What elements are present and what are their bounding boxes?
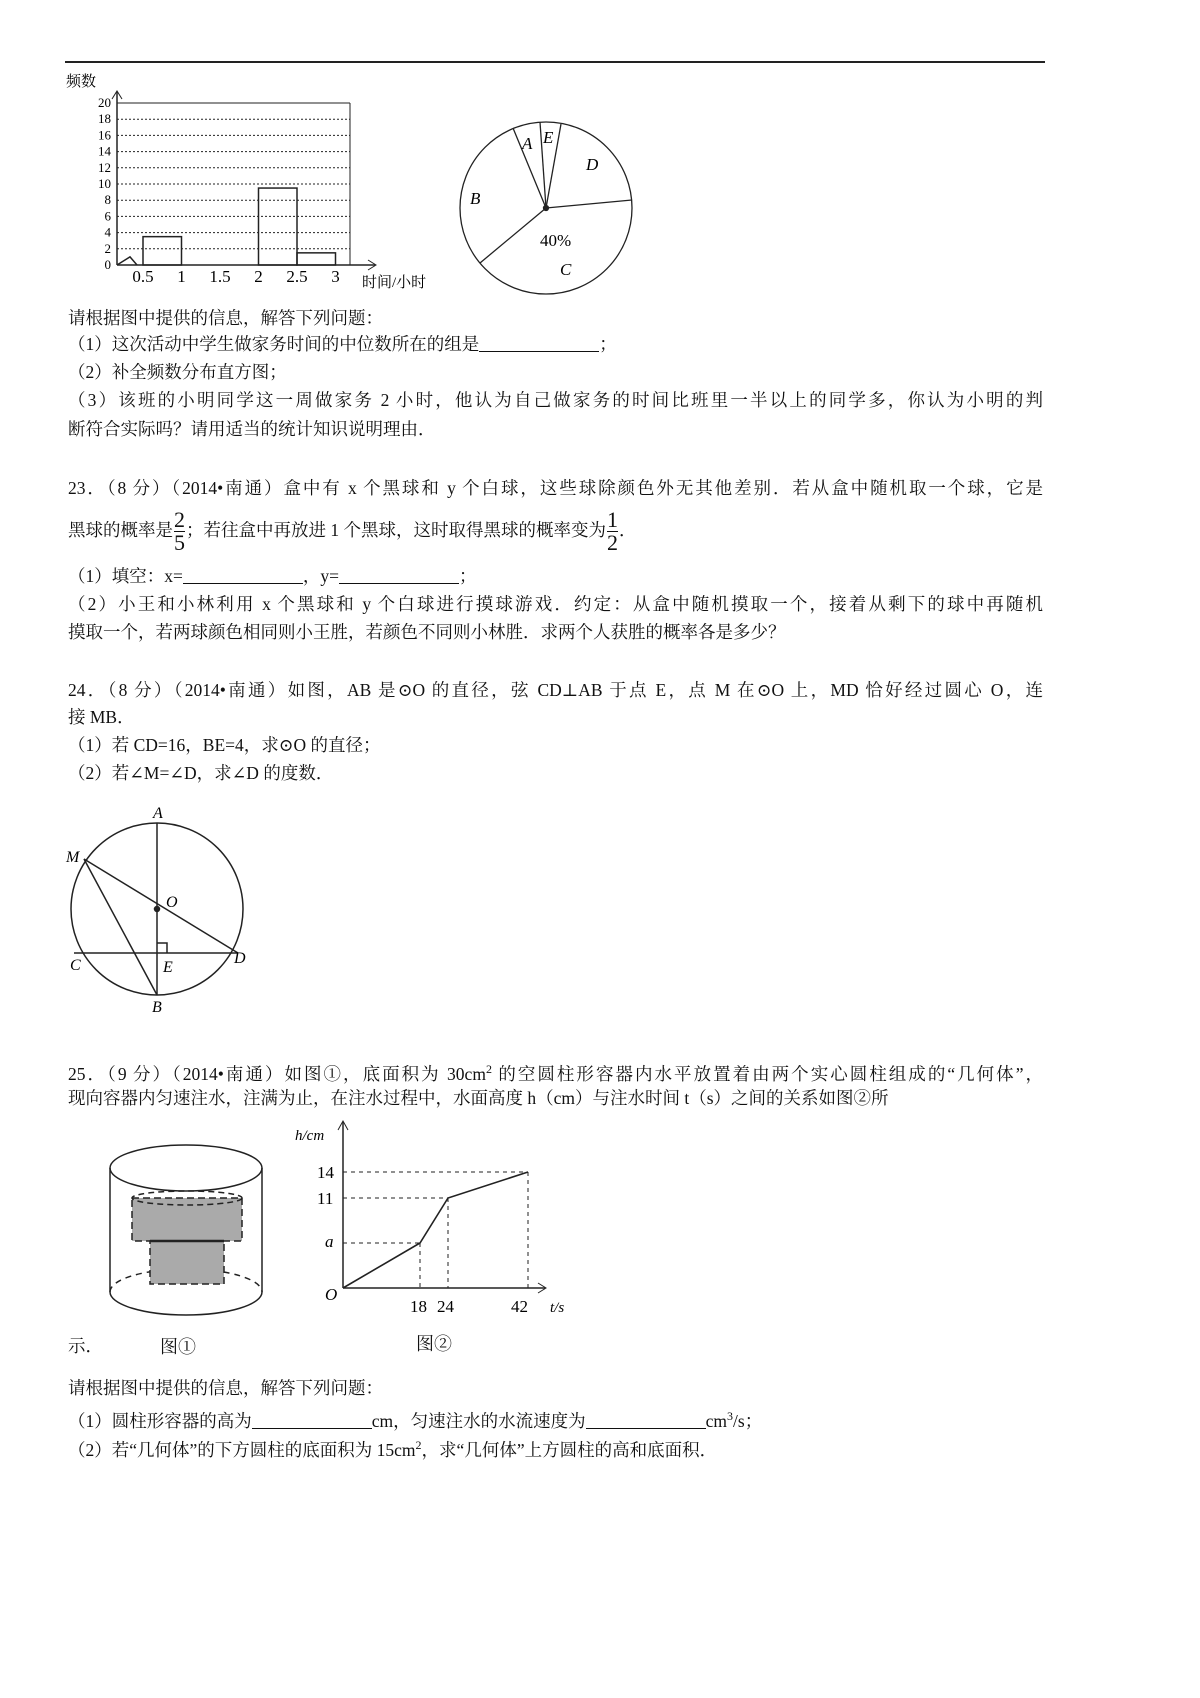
q22-part1-end: ；: [599, 334, 617, 354]
q23-part1: [68, 565, 477, 587]
q23-stem-cont: [68, 508, 637, 554]
q25-part1-text: /s；: [733, 1410, 763, 1431]
xtick-42: 42: [511, 1297, 528, 1316]
pie-chart: [460, 122, 632, 294]
pie-label-c: C: [560, 260, 572, 279]
pie-label-d: D: [586, 155, 599, 174]
y-tick-label: 4: [104, 224, 111, 240]
answer-blank-height: [252, 1412, 372, 1429]
q25-part1: [68, 1405, 762, 1432]
q24-stem: 24．（8 分）（2014•南通）如图，AB 是⊙O 的直径，弦 CD⊥AB 于点 E，点 M 在⊙O 上，MD 恰好经过圆心 O，连: [68, 680, 1043, 700]
pie-label-b: B: [470, 189, 481, 208]
q23-text: ．: [619, 520, 637, 540]
graph-line: [343, 1172, 528, 1288]
q25-part2: [68, 1434, 717, 1461]
answer-blank: [479, 335, 599, 352]
numerator: 2: [174, 507, 185, 533]
q22-part1-text: （1）这次活动中学生做家务时间的中位数所在的组是: [68, 334, 480, 354]
answer-blank-y: [339, 567, 459, 584]
q23-stem: 23．（8 分）（2014•南通）盒中有 x 个黑球和 y 个白球，这些球除颜色外无其他差别．若从盒中随机取一个球，它是: [68, 478, 1043, 498]
x-tick-label: 0.5: [132, 267, 154, 286]
histogram-bar: [117, 257, 137, 265]
q22-intro: 请根据图中提供的信息，解答下列问题：: [68, 308, 383, 328]
denominator: 5: [174, 530, 185, 556]
q22-part2: （2）补全频数分布直方图；: [68, 362, 287, 382]
ytick-14: 14: [317, 1163, 334, 1182]
figure-2-caption: 图②: [416, 1334, 452, 1354]
point-m: M: [66, 849, 80, 866]
x-tick-label: 3: [331, 267, 340, 286]
y-tick-label: 20: [98, 95, 111, 110]
point-o: O: [166, 894, 178, 911]
cylinder-figure: [110, 1145, 262, 1315]
xtick-24: 24: [437, 1297, 454, 1316]
denominator: 2: [607, 530, 618, 556]
q23-part1-text: ，y=: [302, 566, 339, 586]
answer-blank-x: [183, 567, 303, 584]
point-d: D: [234, 950, 246, 967]
q22-part3-cont: 断符合实际吗？请用适当的统计知识说明理由．: [68, 419, 436, 439]
q25-text: 25．（9 分）（2014•南通）如图①，底面积为 30cm: [68, 1063, 486, 1084]
q25-stem: [68, 1058, 1043, 1085]
q24-part2: （2）若∠M=∠D，求∠D 的度数．: [68, 763, 334, 783]
pie-label-a: A: [522, 134, 533, 153]
histogram-bar: [297, 253, 336, 265]
q25-part2-text: ，求“几何体”上方圆柱的高和底面积．: [421, 1439, 718, 1460]
q25-part1-text: （1）圆柱形容器的高为: [68, 1410, 252, 1431]
x-tick-label: 2: [254, 267, 263, 286]
graph-origin: O: [325, 1285, 338, 1304]
y-tick-label: 14: [98, 143, 111, 159]
hist-ylabel: 频数: [66, 74, 97, 90]
y-tick-label: 2: [104, 240, 111, 256]
point-a: A: [153, 805, 163, 822]
q22-part1: [68, 333, 617, 355]
hist-xlabel: 时间/小时: [362, 275, 427, 291]
circle-diagram: [71, 823, 243, 995]
y-tick-label: 18: [98, 111, 111, 127]
numerator: 1: [607, 507, 618, 533]
fraction-1-2: [607, 509, 618, 554]
graph-ylabel: h/cm: [295, 1128, 325, 1144]
q23-part1-text: （1）填空：x=: [68, 566, 183, 586]
y-tick-label: 8: [104, 192, 111, 208]
water-graph: [338, 1121, 546, 1293]
q23-text: 黑球的概率是: [68, 520, 173, 540]
q25-text: 的空圆柱形容器内水平放置着由两个实心圆柱组成的“几何体”，: [491, 1063, 1043, 1084]
q24-stem-cont: 接 MB．: [68, 707, 135, 727]
point-c: C: [70, 957, 81, 974]
y-tick-label: 10: [98, 176, 111, 191]
x-tick-label: 1.5: [209, 267, 231, 286]
q23-text: ；若往盒中再放进 1 个黑球，这时取得黑球的概率变为: [186, 520, 606, 540]
q24-part1: （1）若 CD=16，BE=4，求⊙O 的直径；: [68, 735, 381, 755]
q25-part1-text: cm: [705, 1410, 728, 1431]
q25-intro: 请根据图中提供的信息，解答下列问题：: [68, 1378, 383, 1398]
q25-part2-text: （2）若“几何体”的下方圆柱的底面积为 15cm: [68, 1439, 416, 1460]
y-tick-label: 16: [98, 127, 111, 143]
superscript: 2: [415, 1438, 422, 1452]
x-tick-label: 2.5: [286, 267, 308, 286]
xtick-18: 18: [410, 1297, 427, 1316]
superscript: 3: [727, 1409, 734, 1423]
pie-c-percent: 40%: [540, 231, 572, 250]
graph-xlabel: t/s: [550, 1300, 565, 1316]
q23-part1-text: ；: [459, 566, 477, 586]
q22-part3: （3）该班的小明同学这一周做家务 2 小时，他认为自己做家务的时间比班里一半以上的同学多，你认为小明的判: [68, 390, 1043, 410]
answer-blank-speed: [586, 1412, 706, 1429]
ytick-11: 11: [317, 1189, 334, 1208]
q25-part1-text: cm，匀速注水的水流速度为: [371, 1410, 586, 1431]
ytick-a: a: [325, 1232, 334, 1251]
y-tick-label: 12: [98, 159, 111, 175]
y-tick-label: 6: [104, 208, 111, 224]
point-e: E: [163, 959, 173, 976]
q25-stem-cont: 现向容器内匀速注水，注满为止，在注水过程中，水面高度 h（cm）与注水时间 t（s）之间的关系如图②所: [68, 1088, 889, 1108]
histogram-bar: [259, 188, 298, 265]
q23-part2: （2）小王和小林利用 x 个黑球和 y 个白球进行摸球游戏．约定：从盒中随机摸取一个，接着从剩下的球中再随机: [68, 594, 1043, 614]
q25-stem-end: 示．: [68, 1336, 103, 1356]
pie-label-e: E: [543, 128, 554, 147]
fraction-2-5: [174, 509, 185, 554]
figure-1-caption: 图①: [160, 1337, 196, 1357]
point-b: B: [152, 999, 162, 1016]
histogram-bar: [143, 237, 182, 265]
q23-part2-cont: 摸取一个，若两球颜色相同则小王胜，若颜色不同则小林胜．求两个人获胜的概率各是多少？: [68, 622, 786, 642]
histogram: [112, 91, 376, 270]
y-tick-label: 0: [104, 257, 111, 272]
x-tick-label: 1: [177, 267, 186, 286]
superscript: 2: [485, 1062, 492, 1076]
